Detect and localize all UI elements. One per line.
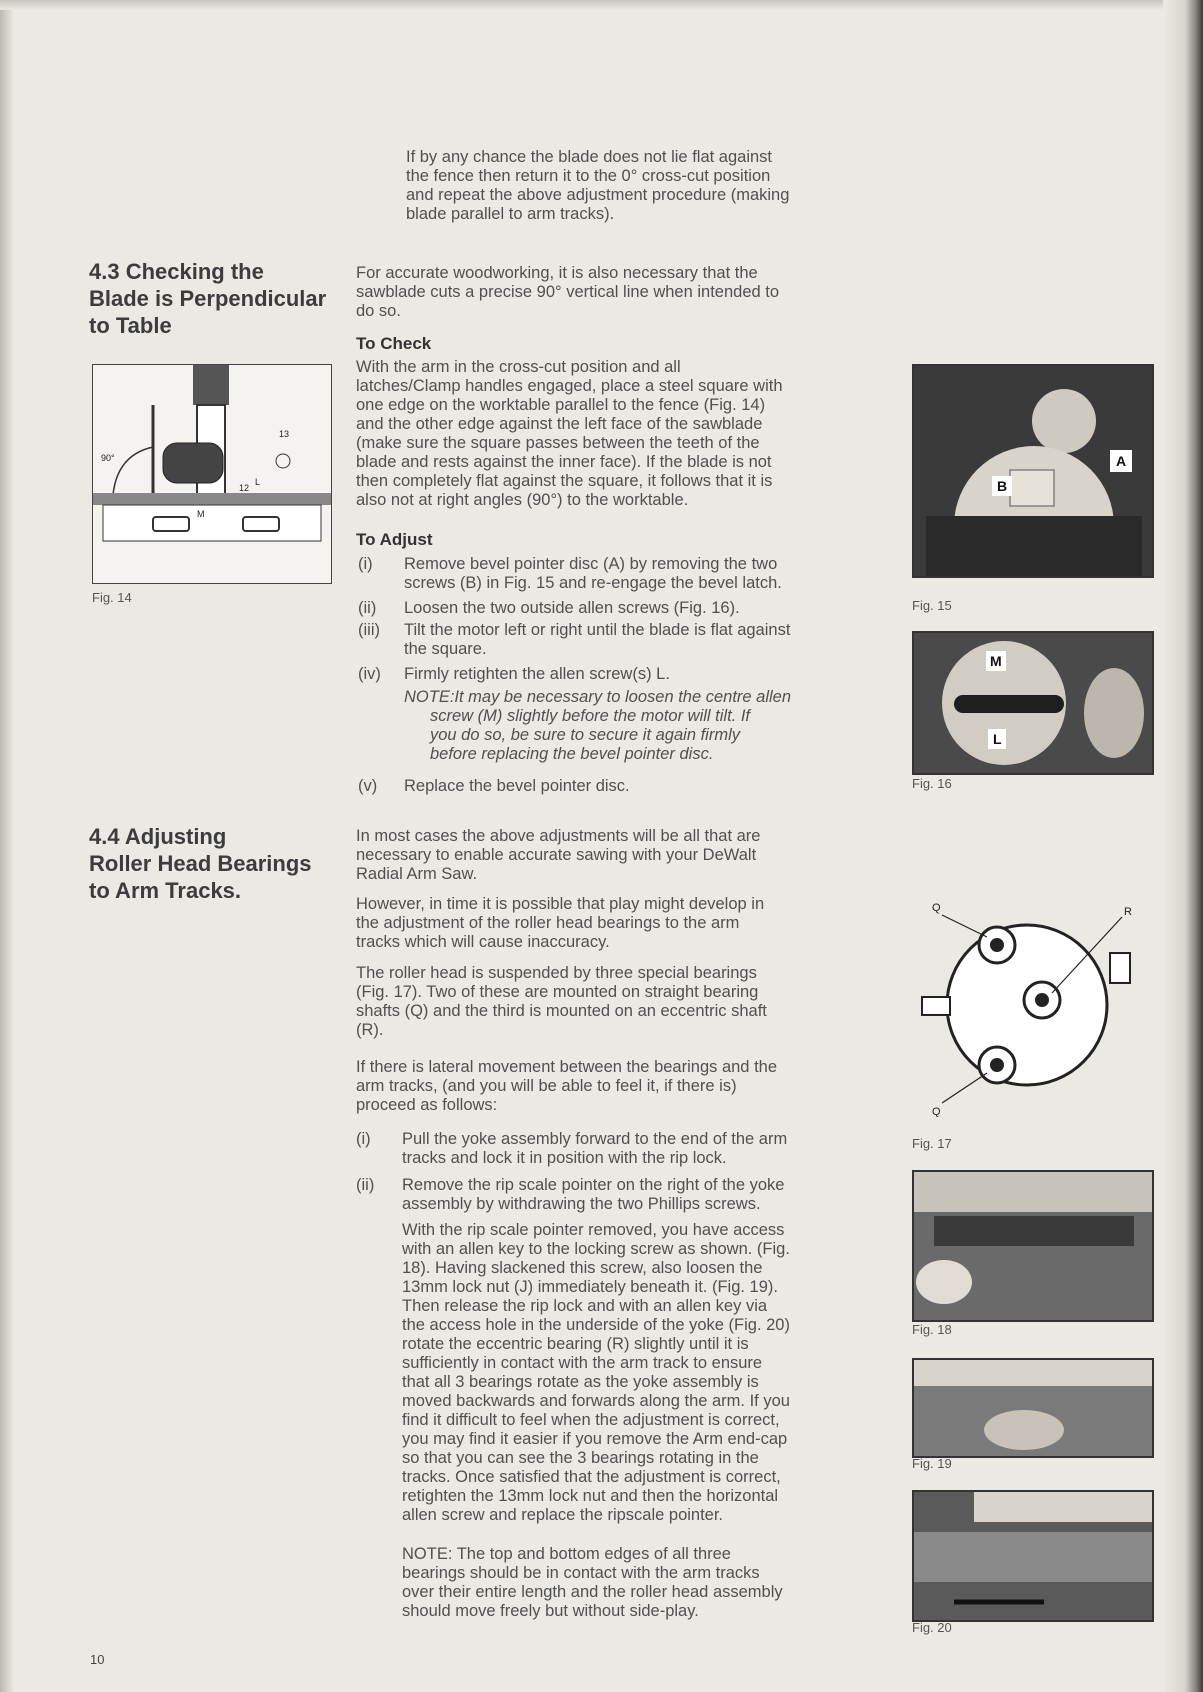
left-tab [922, 997, 950, 1015]
fig-20-photo [914, 1492, 1152, 1620]
leader-q1 [942, 915, 987, 937]
figure-20 [912, 1490, 1154, 1622]
table-base [103, 505, 321, 541]
fig-14-label-angle: 90° [101, 453, 115, 463]
fig-17-label-q-top: Q [932, 902, 941, 914]
section-4-4-para-1: In most cases the above adjustments will be all that are necessary to enable accurate sawing with your DeWalt Radial Arm Saw. [356, 827, 761, 883]
figure-16 [912, 631, 1154, 775]
fig-15-caption: Fig. 15 [912, 598, 952, 613]
fig-18-caption: Fig. 18 [912, 1322, 952, 1337]
to-adjust-title: To Adjust [356, 530, 433, 549]
adjust-note: NOTE:It may be necessary to loosen the centre allen screw (M) slightly before the motor will tilt. If you do so, be sure to secure it again firmly before replacing the bevel pointer disc. [404, 688, 792, 763]
figure-18 [912, 1170, 1154, 1322]
fig-15-photo [914, 366, 1152, 576]
fig-16-photo [914, 633, 1152, 773]
scale-strip [974, 1492, 1152, 1522]
bearing-top-hub [990, 938, 1004, 952]
fig-18-photo [914, 1172, 1152, 1320]
fig-14-label-13: 13 [279, 429, 290, 439]
scale-strip [914, 1360, 1152, 1386]
fig-14-label-m: M [197, 509, 205, 519]
section-4-4-para-4: If there is lateral movement between the bearings and the arm tracks, (and you will be able to feel it, if there is) proceed as follows: [356, 1058, 777, 1114]
section-4-4-heading: 4.4 Adjusting Roller Head Bearings to Arm Tracks. [89, 824, 312, 903]
section-4-4-para-3: The roller head is suspended by three special bearings (Fig. 17). Two of these are mounted on straight bearing shafts (Q) and the third is mounted on an eccentric shaft (R). [356, 964, 767, 1039]
yoke [934, 1216, 1134, 1246]
right-knob [1110, 953, 1130, 983]
section-4-3-intro: For accurate woodworking, it is also necessary that the sawblade cuts a precise 90° vertical line when intended to do so. [356, 264, 780, 320]
fig-20-caption: Fig. 20 [912, 1620, 952, 1635]
hand [984, 1410, 1064, 1450]
motor [163, 443, 223, 483]
fig-16-caption: Fig. 16 [912, 776, 952, 791]
bearing-bottom-hub [990, 1058, 1004, 1072]
screw-13 [276, 454, 290, 468]
fig-17-label-q-bottom: Q [932, 1106, 941, 1117]
fig-14-drawing [93, 365, 331, 583]
page-edge-top [0, 0, 1203, 10]
page-number: 10 [90, 1652, 105, 1667]
fig-14-caption: Fig. 14 [92, 590, 132, 605]
fig-15-label-b: B [997, 478, 1008, 494]
section-4-3-heading: 4.3 Checking the Blade is Perpendicular to Table [89, 259, 327, 338]
arm [914, 1172, 1152, 1212]
fig-19-photo [914, 1360, 1152, 1456]
fig-14-label-12: 12 [239, 483, 250, 493]
roller-note: NOTE: The top and bottom edges of all three bearings should be in contact with the arm tracks over their entire length and the roller head assembly should move freely but without side-play. [402, 1545, 783, 1620]
angle-arc [113, 447, 153, 495]
to-check-text: With the arm in the cross-cut position and all latches/Clamp handles engaged, place a steel square with one edge on the worktable parallel to the fence (Fig. 14) and the other edge against the left face of the sawblade (make sure the square passes between the teeth of the blade and rests against the inner face). If the blade is not then completely flat against the square, it follows that it is also not at right angles (90°) to the worktable. [356, 358, 783, 509]
figure-14 [92, 364, 332, 584]
page-edge-right [1163, 0, 1203, 1692]
fig-15-label-a: A [1116, 453, 1127, 469]
page-edge-left [0, 0, 14, 1692]
section-4-4-para-2: However, in time it is possible that play might develop in the adjustment of the roller head bearings to the arm tracks which will cause inaccuracy. [356, 895, 765, 951]
photo-lower [926, 516, 1142, 576]
fig-16-label-m: M [990, 653, 1002, 669]
roller-step-continuation: With the rip scale pointer removed, you have access with an allen key to the locking screw as shown. (Fig. 18). Having slackened this screw, also loosen the 13mm lock nut (J) immediately beneath it. (Fig. 19). Then release the rip lock and with an allen key via the access hole in the underside of the yoke (Fig. 20) rotate the eccentric bearing (R) slightly until it is sufficiently in contact with the arm track to ensure that all 3 bearings rotate as the yoke assembly is moved backwards and forwards along the arm. If you find it difficult to feel when the adjustment is correct, you may find it easier if you remove the Arm end-cap so that you can see the 3 bearings rotating in the tracks. Once satisfied that the adjustment is correct, retighten the 13mm lock nut and then the horizontal allen screw and replace the ripscale pointer. [402, 1221, 790, 1524]
fig-17-drawing [912, 895, 1150, 1117]
fig-17-label-r: R [1124, 906, 1132, 918]
fig-16-label-l: L [993, 731, 1002, 747]
table [93, 493, 331, 505]
figure-19 [912, 1358, 1154, 1458]
hand [1084, 668, 1144, 758]
motor-top [193, 365, 229, 405]
fig-17-caption: Fig. 17 [912, 1136, 952, 1151]
pointer-disc [1010, 470, 1054, 506]
knob [1032, 389, 1096, 453]
bevel-slot [954, 695, 1064, 713]
figure-15 [912, 364, 1154, 578]
to-check-title: To Check [356, 334, 432, 353]
bearing-eccentric-hub [1035, 993, 1049, 1007]
yoke [914, 1532, 1152, 1582]
fig-19-caption: Fig. 19 [912, 1456, 952, 1471]
intro-paragraph: If by any chance the blade does not lie flat against the fence then return it to the 0° cross-cut position and repeat the above adjustment procedure (making blade parallel to arm tracks). [406, 148, 790, 223]
fig-14-label-l: L [255, 477, 261, 487]
hand [916, 1260, 972, 1304]
figure-17 [912, 895, 1150, 1117]
leader-q2 [942, 1073, 987, 1103]
